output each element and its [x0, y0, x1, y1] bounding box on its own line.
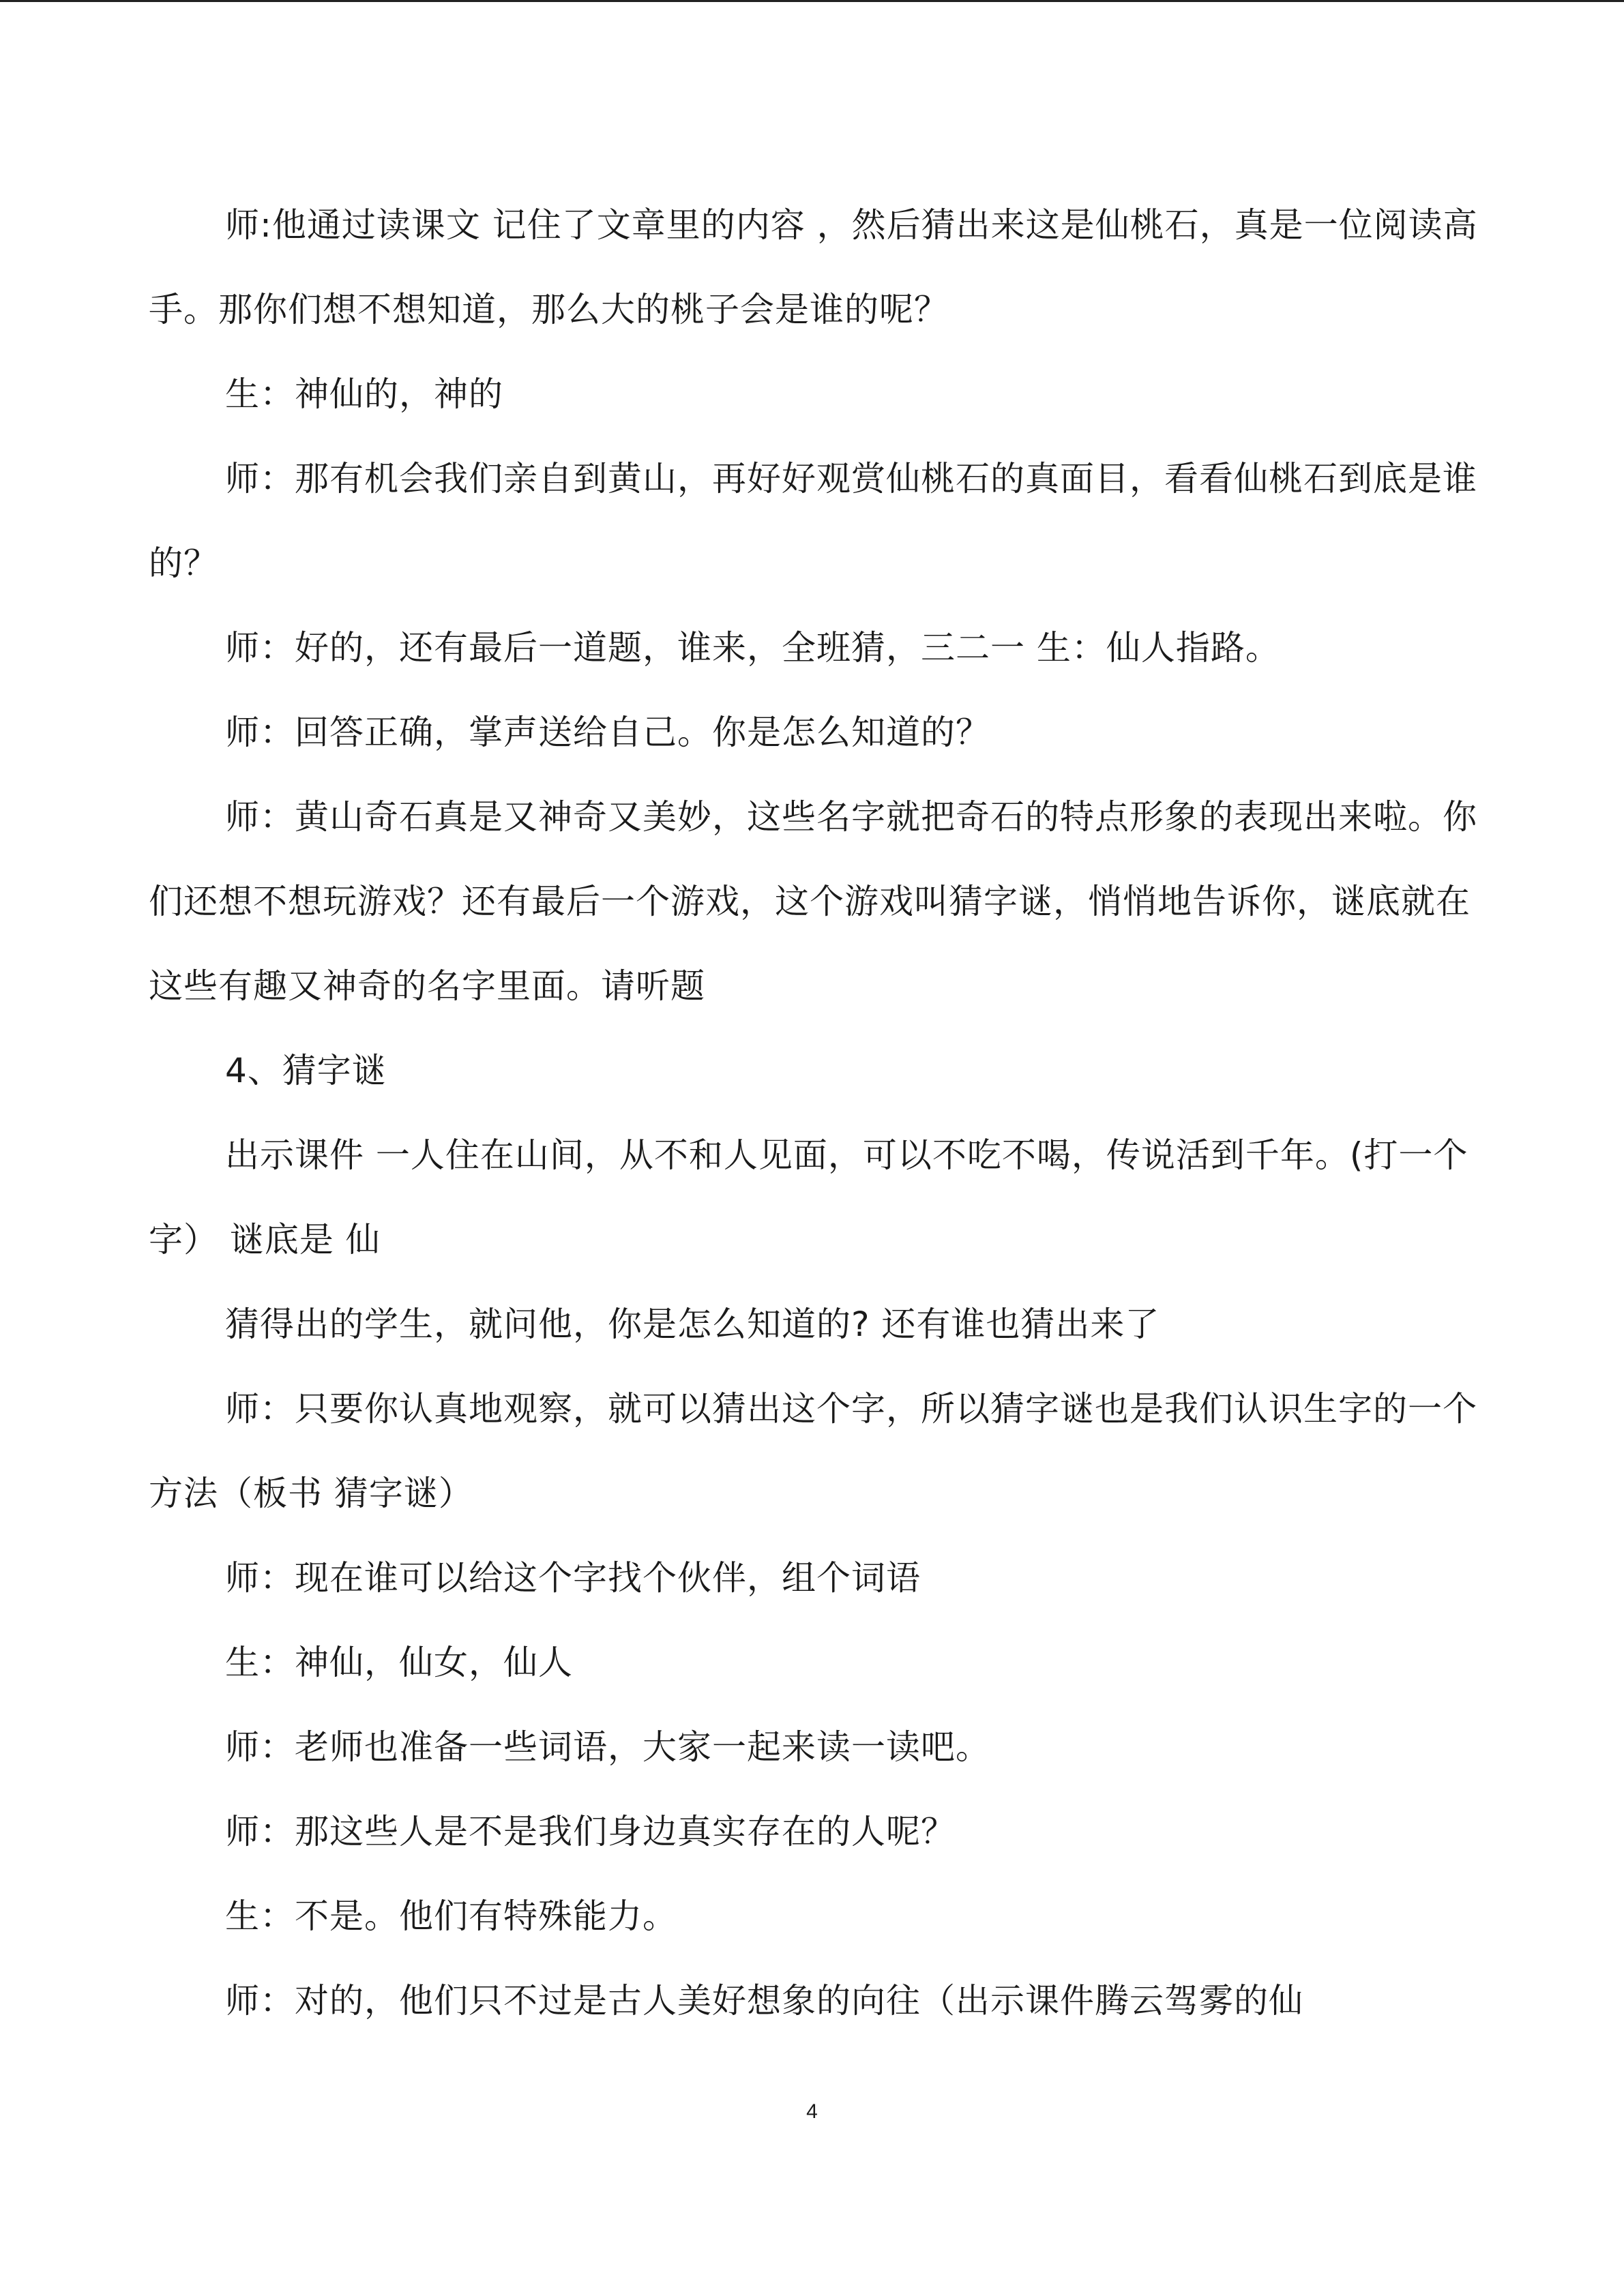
- top-border-line: [0, 0, 1624, 2]
- paragraph-9: 猜得出的学生，就问他，你是怎么知道的? 还有谁也猜出来了: [225, 1304, 1160, 1344]
- paragraph-4: 师：好的，还有最后一道题，谁来，全班猜，三二一 生：仙人指路。: [225, 628, 1280, 668]
- paragraph-1: 师:他通过读课文 记住了文章里的内容 ，然后猜出来这是仙桃石，真是一位阅读高手。那你们想不想知道，那么大的桃子会是谁的呢？: [149, 205, 1478, 329]
- page-number: 4: [806, 2100, 818, 2123]
- paragraph-14: 师：那这些人是不是我们身边真实存在的人呢？: [225, 1812, 956, 1851]
- paragraph-15: 生：不是。他们有特殊能力。: [225, 1896, 677, 1936]
- paragraph-13: 师：老师也准备一些词语，大家一起来读一读吧。: [225, 1727, 990, 1767]
- section-heading-riddle: 4、猜字谜: [225, 1051, 387, 1090]
- paragraph-2: 生：神仙的，神的: [225, 374, 503, 414]
- paragraph-3: 师：那有机会我们亲自到黄山，再好好观赏仙桃石的真面目，看看仙桃石到底是谁的？: [149, 459, 1477, 583]
- paragraph-10: 师：只要你认真地观察，就可以猜出这个字，所以猜字谜也是我们认识生字的一个方法（板书 猜字谜）: [149, 1389, 1477, 1513]
- paragraph-12: 生：神仙，仙女，仙人: [225, 1643, 573, 1682]
- paragraph-11: 师：现在谁可以给这个字找个伙伴，组个词语: [225, 1558, 921, 1598]
- paragraph-6: 师：黄山奇石真是又神奇又美妙，这些名字就把奇石的特点形象的表现出来啦。你们还想不想玩游戏？还有最后一个游戏，这个游戏叫猜字谜，悄悄地告诉你，谜底就在这些有趣又神奇的名字里面。请听题: [149, 797, 1477, 1006]
- paragraph-16: 师：对的，他们只不过是古人美好想象的向往（出示课件腾云驾雾的仙: [225, 1981, 1303, 2021]
- paragraph-8: 出示课件 一人住在山间，从不和人见面，可以不吃不喝，传说活到千年。(打一个字） 谜底是 仙: [149, 1135, 1468, 1259]
- document-body: [149, 183, 1486, 2043]
- paragraph-5: 师：回答正确，掌声送给自己。你是怎么知道的？: [225, 713, 990, 752]
